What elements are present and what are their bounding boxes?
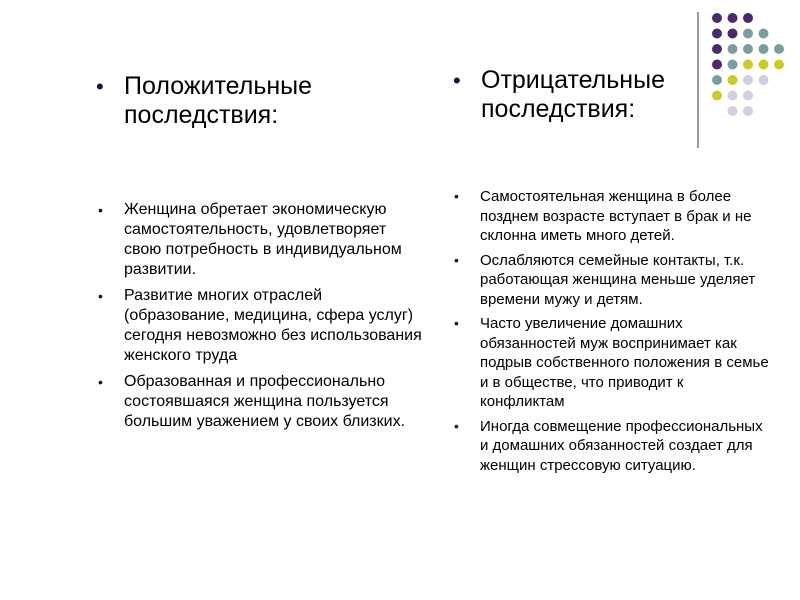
decorative-dot xyxy=(728,75,738,85)
decorative-dot xyxy=(743,44,753,54)
decorative-dot xyxy=(774,44,784,54)
decorative-dot xyxy=(743,106,753,116)
bullet-icon: • xyxy=(98,374,103,390)
decorative-dot xyxy=(728,13,738,23)
decorative-dot xyxy=(743,13,753,23)
list-item xyxy=(454,187,772,246)
bullet-icon: • xyxy=(454,417,459,434)
negative-heading-text: Отрицательные последствия: xyxy=(481,66,665,123)
decorative-dot xyxy=(712,60,722,70)
bullet-icon: • xyxy=(454,315,459,331)
positive-list xyxy=(98,200,424,438)
list-item-text: Образованная и профессионально состоявшаяся женщина пользуется большим уважением у своих близких. xyxy=(124,373,406,430)
list-item xyxy=(98,286,424,366)
list-item-text: Иногда совмещение профессиональных и домашних обязанностей создает для женщин стрессовую ситуацию. xyxy=(480,417,763,474)
list-item xyxy=(98,200,424,280)
decorative-dot xyxy=(743,91,753,101)
decorative-dot xyxy=(728,91,738,101)
vertical-divider xyxy=(697,12,699,148)
list-item xyxy=(454,314,772,412)
decorative-dot xyxy=(728,60,738,70)
decorative-dot xyxy=(759,60,769,70)
decorative-dot xyxy=(712,29,722,39)
decorative-dot xyxy=(728,106,738,116)
list-item-text: Самостоятельная женщина в более позднем возрасте вступает в брак и не склонна иметь много детей. xyxy=(480,188,752,244)
decorative-dot xyxy=(774,60,784,70)
decorative-dot xyxy=(728,44,738,54)
bullet-icon: • xyxy=(453,68,461,93)
decorative-dot xyxy=(712,44,722,54)
list-item-text: Часто увеличение домашних обязанностей муж воспринимает как подрыв собственного положения в семье и в обществе, что приводит к конфликтам xyxy=(480,315,769,410)
bullet-icon: • xyxy=(96,74,104,99)
bullet-icon: • xyxy=(454,251,459,268)
decorative-dot xyxy=(712,13,722,23)
bullet-icon: • xyxy=(454,188,459,204)
list-item xyxy=(454,417,772,476)
bullet-icon: • xyxy=(98,202,103,218)
decorative-dot xyxy=(712,75,722,85)
list-item-text: Женщина обретает экономическую самостоятельность, удовлетворяет свою потребность в индивидуальном развитии. xyxy=(124,201,402,278)
decorative-dot xyxy=(759,75,769,85)
negative-heading xyxy=(453,66,691,124)
decorative-dot xyxy=(743,75,753,85)
list-item-text: Развитие многих отраслей (образование, медицина, сфера услуг) сегодня невозможно без использования женского труда xyxy=(124,287,422,364)
decorative-dot xyxy=(759,44,769,54)
positive-heading xyxy=(96,72,384,130)
bullet-icon: • xyxy=(98,288,103,304)
positive-heading-text: Положительные последствия: xyxy=(124,72,313,129)
list-item xyxy=(98,372,424,432)
decorative-dot xyxy=(743,60,753,70)
list-item xyxy=(454,251,772,310)
list-item-text: Ослабляются семейные контакты, т.к. работающая женщина меньше уделяет времени мужу и детям. xyxy=(480,251,756,308)
decorative-dot xyxy=(759,29,769,39)
decorative-dot xyxy=(743,29,753,39)
decorative-dot xyxy=(728,29,738,39)
negative-list xyxy=(454,187,772,480)
decorative-dot xyxy=(712,91,722,101)
